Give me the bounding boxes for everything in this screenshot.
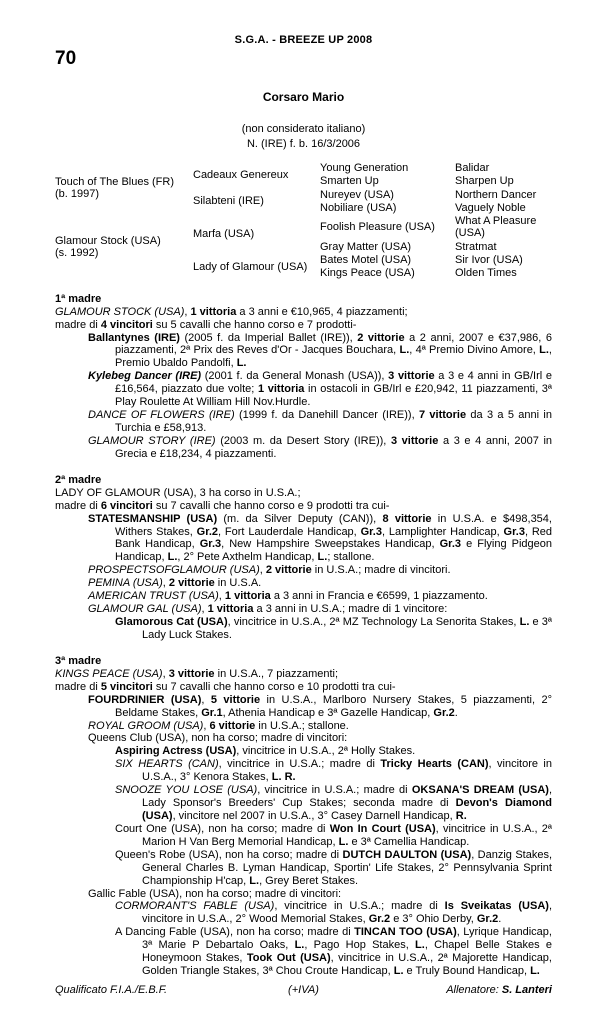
text-segment: 3 vittorie [388,370,435,383]
text-segment: GLAMOUR STORY (IRE) [88,434,216,447]
text-segment: e 3° Ohio Derby, [390,913,477,926]
text-segment: 5 vincitori [100,680,153,693]
text-segment: FOURDRINIER (USA) [88,693,202,706]
text-segment: madre di [55,499,101,512]
text-segment: , [259,564,266,577]
lot-number: 70 [55,48,77,69]
text-segment: 4 vincitori [100,318,153,331]
text-segment: L. [317,551,328,564]
text-segment: Gr.3 [439,538,462,551]
pedigree-gen3-entry: Olden Times [455,267,517,280]
text-segment: 3 vittorie [390,434,439,447]
pedigree-entry [55,370,552,409]
pedigree-gen3-entry: What A Pleasure (USA) [455,215,537,240]
pedigree-entry [55,849,552,888]
pedigree-entry [55,681,552,694]
pedigree-gen3-entry: Nureyev (USA) [320,188,394,201]
text-segment: e Truly Bound Handicap, [403,965,531,978]
pedigree-entry [55,823,552,849]
pedigree-gen1-entry [55,176,193,201]
pedigree-entry [55,668,552,681]
pedigree-gen3-entry: Bates Motel (USA) [320,254,412,267]
text-segment: , Lady Sponsor's Breeders' Cup Stakes; seconda madre di [142,784,552,810]
pedigree-entry [55,784,552,823]
text-segment: , Athenia Handicap e 3ª Gazelle Handicap, [222,706,434,719]
text-segment: LADY OF GLAMOUR (USA), 3 ha corso in U.S.A.; [55,486,301,499]
text-segment: 6 vittorie [209,719,256,732]
text-segment: Glamorous Cat (USA) [115,615,228,628]
text-segment: A Dancing Fable (USA), non ha corso; madre di [115,926,355,939]
text-segment: , Chapel Belle Stakes e Honeymoon Stakes, [142,939,552,965]
text-segment: PEMINA (USA) [88,577,163,590]
text-segment: , [162,667,169,680]
text-segment: , vincitrice in U.S.A.; madre di [257,784,412,797]
page-footer [55,984,552,996]
trainer-label: Allenatore: [446,984,499,996]
text-segment: , vincitore nel 2007 in U.S.A., 3° Casey Darnell Handicap, [172,809,456,822]
text-segment: L. [519,615,530,628]
text-segment: in U.S.A.; madre di vincitori. [311,564,451,577]
section-heading: 1ª madre [55,292,102,305]
pedigree-sections [55,280,552,978]
pedigree-gen3-entry: Kings Peace (USA) [320,267,415,280]
text-segment: (2005 f. da Imperial Ballet (IRE)), [179,331,358,344]
text-segment: 5 vittorie [210,693,261,706]
text-segment: GLAMOUR STOCK (USA) [55,305,185,318]
text-segment: , vincitrice in U.S.A., 2ª Holly Stakes. [236,745,416,758]
pedigree-gen3-entry: Foolish Pleasure (USA) [320,221,435,234]
text-segment: DANCE OF FLOWERS (IRE) [88,409,235,422]
text-segment: , Danzig Stakes, General Charles B. Lyman Handicap, Sportin' Life Stakes, 2° Pennsylvania Sprint Championship H'cap, [142,848,552,887]
text-segment: L. [530,965,540,978]
text-segment: su 7 cavalli che hanno corso e 9 prodotti tra cui- [152,499,390,512]
text-segment: (2003 m. da Desert Story (IRE)), [215,434,391,447]
pedigree-entry [55,888,552,901]
text-segment: TINCAN TOO (USA) [354,926,457,939]
text-segment: a 3 anni in U.S.A.; madre di 1 vincitore: [253,603,448,616]
pedigree-gen3-entry: Smarten Up [320,175,379,188]
text-segment: ROYAL GROOM (USA) [88,719,204,732]
text-segment: a 3 anni in Francia e €6599, 1 piazzamento. [270,590,488,603]
text-segment: Queen's Robe (USA), non ha corso; madre di [115,848,343,861]
text-segment: , [201,693,211,706]
text-segment: 7 vittorie [418,409,467,422]
text-segment: 2 vittorie [168,577,215,590]
pedigree-entry [55,435,552,461]
text-segment: , vincitrice in U.S.A., 2ª MZ Technology La Senorita Stakes, [227,615,520,628]
text-segment: , vincitrice in U.S.A., 2ª Marion H Van Berg Memorial Handicap, [142,822,552,848]
text-segment: STATESMANSHIP (USA) [88,512,218,525]
text-segment: in U.S.A. e $498,354, Withers Stakes, [115,512,552,538]
text-segment: , vincitrice in U.S.A.; madre di [274,900,445,913]
text-segment: (1999 f. da Danehill Dancer (IRE)), [234,409,419,422]
text-segment: , Fort Lauderdale Handicap, [218,525,361,538]
pedigree-gen3-entry: Gray Matter (USA) [320,240,412,253]
text-segment: , [162,577,169,590]
pedigree-gen3-entry: Sir Ivor (USA) [455,254,523,267]
pedigree-entry [55,590,552,603]
text-segment: Court One (USA), non ha corso; madre di [115,822,330,835]
text-segment: , Red Bank Handicap, [115,525,553,551]
text-segment: L. [393,965,404,978]
text-segment: GLAMOUR GAL (USA) [88,603,202,616]
text-segment: a 3 e 4 anni, 2007 in Grecia e £18,234, 4 piazzamenti. [115,434,553,460]
text-segment: Gr.2 [368,913,391,926]
text-segment: , 2° Pete Axthelm Handicap, [177,551,318,564]
pedigree-entry [55,577,552,590]
text-segment: . [498,913,502,926]
text-segment: , Lamplighter Handicap, [381,525,504,538]
text-segment: e 3ª Lady Luck Stakes. [142,615,552,641]
pedigree-entry [55,616,552,642]
text-segment: , vincitrice in U.S.A.; madre di [218,758,381,771]
text-segment: OKSANA'S DREAM (USA) [411,784,549,797]
pedigree-gen2-entry: Cadeaux Genereux [193,168,289,181]
text-segment: Kylebeg Dancer (IRE) [88,370,202,383]
text-segment: madre di [55,680,101,693]
text-segment: , [218,590,225,603]
text-segment: a 3 e 4 anni in GB/Irl e £16,564, piazzato due volte; [115,370,552,396]
text-segment: a 2 anni, 2007 e €37,986, 6 piazzamenti, 2ª Prix des Reves d'Or - Jacques Bouchara, [115,331,552,357]
text-segment: Gr.2 [433,706,455,719]
text-segment: L. [399,344,410,357]
pedigree-gen2-entry: Silabteni (IRE) [193,195,264,208]
text-segment: 1 vittoria [224,590,271,603]
text-segment: L. [539,344,549,357]
gen1-detail: (b. 1997) [55,188,100,201]
text-segment: CORMORANT'S FABLE (USA) [115,900,275,913]
pedigree-gen3-entry: Balidar [455,161,490,174]
text-segment: , [203,719,210,732]
text-segment: Gr.3 [503,525,525,538]
text-segment: DUTCH DAULTON (USA) [342,848,472,861]
pedigree-entry [55,745,552,758]
text-segment: L. [338,835,349,848]
pedigree-gen3-entry: Stratmat [455,240,497,253]
text-segment: L. [415,939,425,952]
text-segment: 2 vittorie [357,331,405,344]
text-segment: Gr.2 [196,525,219,538]
text-segment: madre di [55,318,101,331]
pedigree-entry [55,513,552,565]
vat-note: (+IVA) [288,984,319,996]
text-segment: (m. da Silver Deputy (CAN)), [217,512,383,525]
pedigree-entry [55,758,552,784]
text-segment: su 5 cavalli che hanno corso e 7 prodotti- [152,318,357,331]
pedigree-entry [55,564,552,577]
pedigree-table [55,162,552,280]
text-segment: e 3ª Camellia Handicap. [348,835,470,848]
gen1-name: Touch of The Blues (FR) [55,175,175,188]
text-segment: , Grey Beret Stakes. [259,874,359,887]
section-heading: 3ª madre [55,654,102,667]
horse-name: Corsaro Mario [262,89,345,104]
text-segment: (2001 f. da General Monash (USA)), [201,370,389,383]
text-segment: SNOOZE YOU LOSE (USA) [115,784,258,797]
text-segment: Gr.2 [476,913,499,926]
text-segment: , Lyrique Handicap, 3ª Marie P Debartalo Oaks, [142,926,552,952]
text-segment: 3 vittorie [168,667,215,680]
text-segment: L. [249,874,260,887]
pedigree-entry [55,487,552,500]
pedigree-entry [55,694,552,720]
text-segment: , vincitore in U.S.A., 2° Wood Memorial Stakes, [142,900,552,926]
pedigree-entry [55,732,552,745]
text-segment: Won In Court (USA) [329,822,436,835]
text-segment: 2 vittorie [265,564,312,577]
text-segment: in ostacoli in GB/Irl e £20,942, 11 piazzamenti, 3ª Play Roulette At William Hill Nov.Hurdle. [115,383,552,409]
text-segment: Took Out (USA) [246,952,331,965]
pedigree-entry [55,306,552,319]
pedigree-gen3-entry: Nobiliare (USA) [320,201,397,214]
text-segment: e Flying Pidgeon Handicap, [115,538,553,564]
text-segment: su 7 cavalli che hanno corso e 10 prodotti tra cui- [152,680,396,693]
gen1-detail: (s. 1992) [55,247,99,260]
text-segment: L. [167,551,178,564]
text-segment: SIX HEARTS (CAN) [115,758,219,771]
text-segment: da 3 a 5 anni in Turchia e £58,913. [115,409,552,434]
text-segment: , Premio Ubaldo Pandolfi, [115,344,552,370]
text-segment: Queens Club (USA), non ha corso; madre di vincitori: [88,732,348,745]
pedigree-gen1-entry [55,235,193,260]
text-segment: a 3 anni e €10,965, 4 piazzamenti; [236,305,408,318]
gen1-name: Glamour Stock (USA) [55,235,161,248]
pedigree-entry [55,926,552,978]
text-segment: Gallic Fable (USA), non ha corso; madre di vincitori: [88,887,342,900]
pedigree-gen2-entry: Lady of Glamour (USA) [193,260,308,273]
pedigree-entry [55,332,552,371]
pedigree-gen3-entry: Sharpen Up [455,175,514,188]
text-segment: 1 vittoria [207,603,254,616]
trainer-name: S. Lanteri [501,984,552,996]
text-segment: L. [294,939,305,952]
text-segment: , Pago Hop Stakes, [304,939,416,952]
pedigree-entry [55,720,552,733]
text-segment: R. [455,809,467,822]
pedigree-gen3-entry: Young Generation [320,161,409,174]
text-segment: in U.S.A. [214,577,262,590]
text-segment: Ballantynes (IRE) [88,331,180,344]
text-segment: L. [236,357,247,370]
pedigree-entry [55,900,552,926]
text-segment: . [454,706,458,719]
text-segment: in U.S.A., Marlboro Nursery Stakes, 5 piazzamenti, 2° Beldame Stakes, [115,693,552,719]
text-segment: , vincitore in U.S.A., 3° Kenora Stakes, [142,758,552,784]
text-segment: KINGS PEACE (USA) [55,667,163,680]
qualification-note: Qualificato F.I.A./E.B.F. [55,984,168,996]
text-segment: 1 vittoria [257,383,305,396]
pedigree-entry [55,500,552,513]
pedigree-gen3-entry: Northern Dancer [455,188,537,201]
pedigree-gen2-entry: Marfa (USA) [193,227,255,240]
horse-status: (non considerato italiano) [241,122,366,135]
text-segment: PROSPECTSOFGLAMOUR (USA) [88,564,260,577]
section-heading: 2ª madre [55,473,102,486]
text-segment: Aspiring Actress (USA) [115,745,237,758]
text-segment: Tricky Hearts (CAN) [380,758,489,771]
text-segment: , [201,603,208,616]
text-segment: L. R. [271,771,296,784]
text-segment: , New Hampshire Sweepstakes Handicap, [221,538,440,551]
text-segment: Devon's Diamond (USA) [142,797,552,822]
text-segment: 6 vincitori [100,499,153,512]
text-segment: ; stallone. [327,551,375,564]
text-segment: 8 vittorie [382,512,432,525]
text-segment: , vincitrice in U.S.A., 2ª Majorette Handicap, Golden Triangle Stakes, 3ª Chou Croute Handicap, [142,952,552,978]
text-segment: Gr.1 [201,706,223,719]
pedigree-gen3-entry: Vaguely Noble [455,201,526,214]
catalog-title: S.G.A. - BREEZE UP 2008 [234,34,373,46]
trainer-note [377,984,552,996]
text-segment: in U.S.A., 7 piazzamenti; [214,667,339,680]
text-segment: , 4ª Premio Divino Amore, [409,344,540,357]
horse-description: N. (IRE) f. b. 16/3/2006 [246,137,361,150]
pedigree-entry [55,319,552,332]
text-segment: Is Sveikatas (USA) [444,900,549,913]
pedigree-entry [55,603,552,616]
pedigree-entry [55,409,552,435]
text-segment: Gr.3 [360,525,382,538]
text-segment: AMERICAN TRUST (USA) [88,590,219,603]
text-segment: 1 vittoria [190,305,237,318]
text-segment: , [184,305,191,318]
text-segment: Gr.3 [199,538,222,551]
text-segment: in U.S.A.; stallone. [255,719,349,732]
